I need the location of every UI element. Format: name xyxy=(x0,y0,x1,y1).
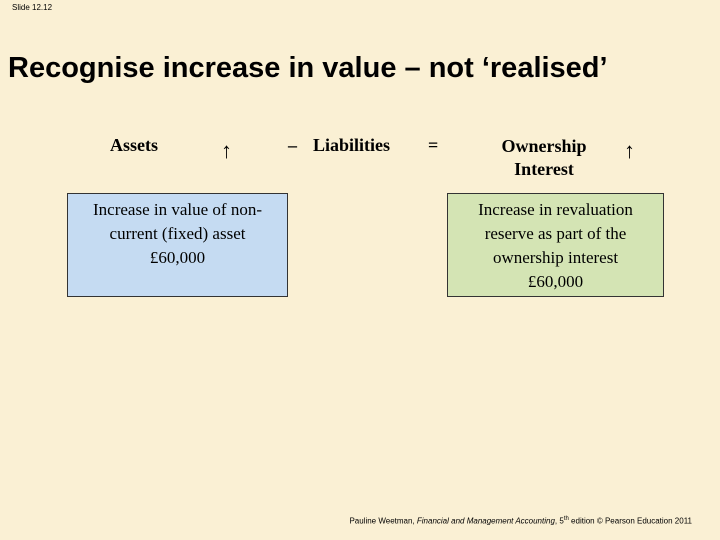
equals-sign: = xyxy=(428,135,439,155)
box-amount: £60,000 xyxy=(149,248,206,267)
slide-number: Slide 12.12 xyxy=(12,3,53,12)
up-arrow-icon: ↑ xyxy=(221,138,232,163)
slide-title: Recognise increase in value – not ‘realised’ xyxy=(8,52,608,84)
footer-book-title: Financial and Management Accounting xyxy=(416,517,555,526)
box-line: Increase in value of non- xyxy=(93,200,262,219)
ownership-label-line: Ownership xyxy=(501,136,587,156)
minus-sign: – xyxy=(288,135,297,155)
revaluation-reserve-box xyxy=(447,193,664,297)
footer-publisher: edition © Pearson Education 2011 xyxy=(568,517,692,526)
box-line: ownership interest xyxy=(492,248,619,267)
asset-increase-box xyxy=(67,193,288,297)
assets-label: Assets xyxy=(110,135,158,155)
footer-edition: , 5 xyxy=(554,517,564,526)
liabilities-label: Liabilities xyxy=(313,135,391,155)
footer-author: Pauline Weetman, xyxy=(349,517,417,526)
interest-label-line: Interest xyxy=(514,159,574,179)
ownership-interest-label xyxy=(496,135,592,181)
box-line: Increase in revaluation xyxy=(478,200,633,219)
box-line: current (fixed) asset xyxy=(109,224,246,243)
copyright-footer xyxy=(349,516,692,526)
footer-edition-suffix: th xyxy=(563,516,569,523)
up-arrow-icon: ↑ xyxy=(624,138,635,163)
box-amount: £60,000 xyxy=(527,272,584,291)
box-line: reserve as part of the xyxy=(484,224,627,243)
